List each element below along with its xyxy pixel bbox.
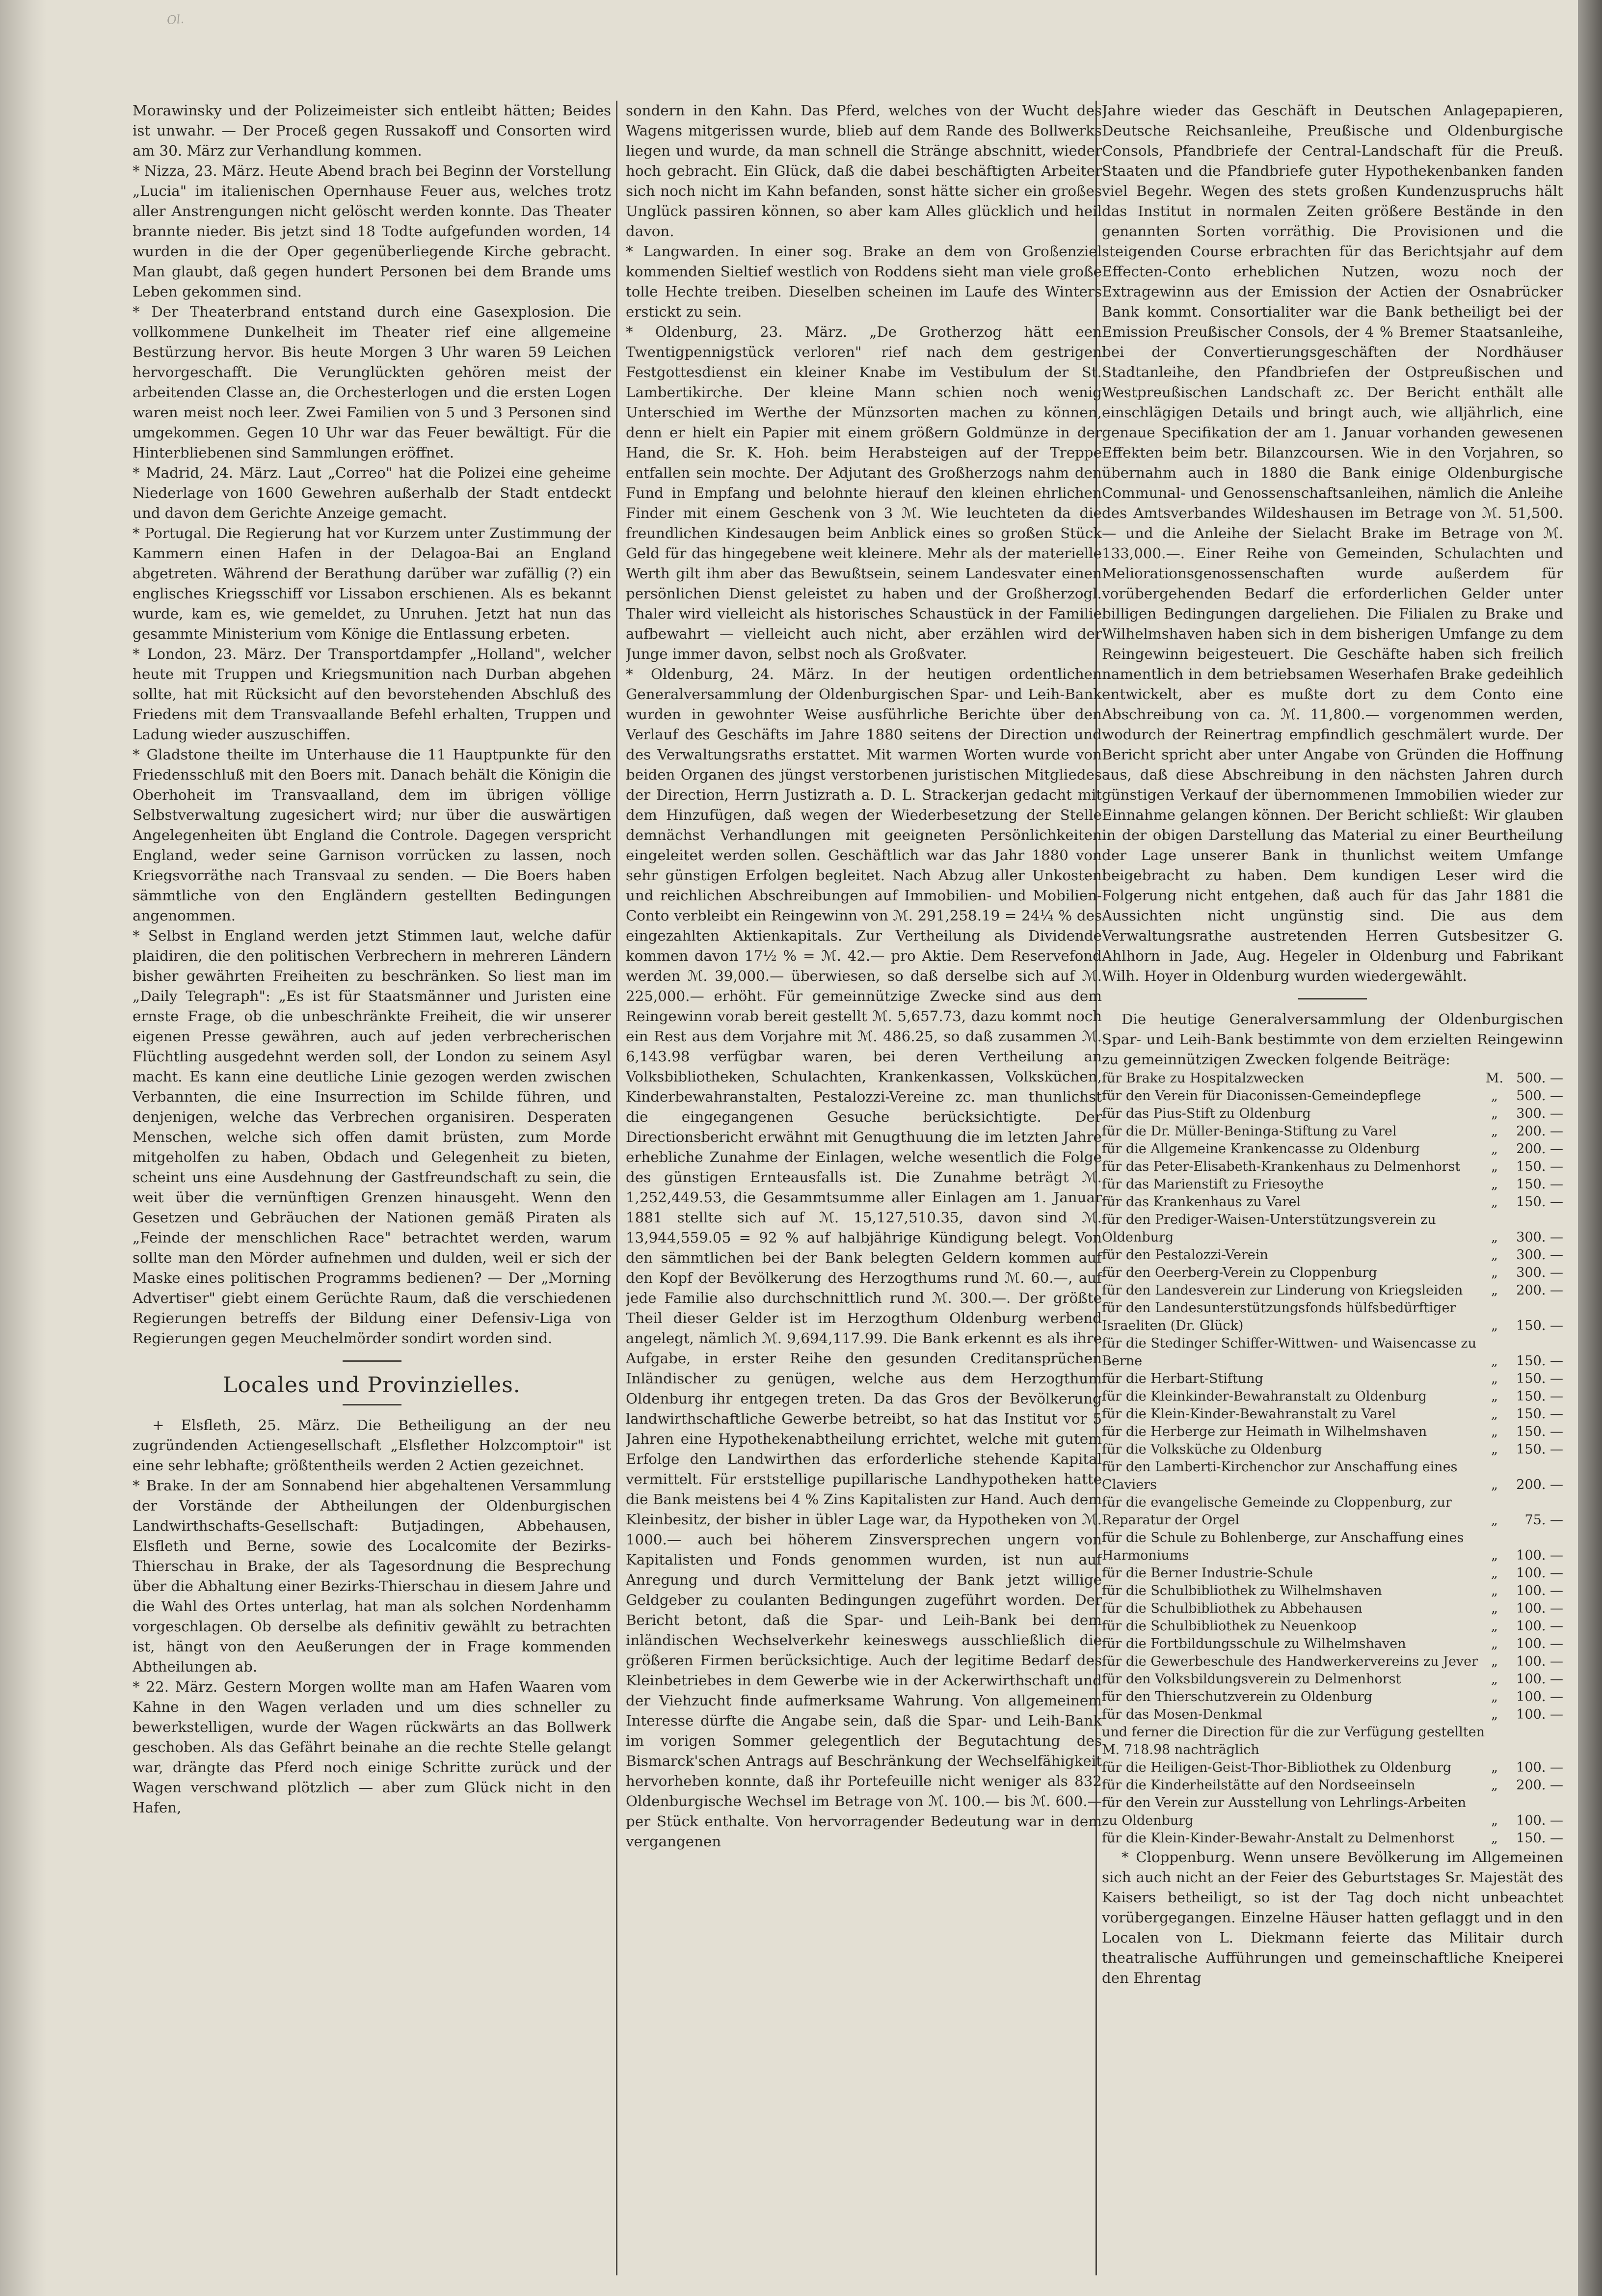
donations-table [1102, 1070, 1563, 1847]
donation-amount: 100. — [1516, 1707, 1563, 1722]
donation-row [1102, 1087, 1563, 1105]
donation-row [1102, 1618, 1563, 1635]
donation-row [1102, 1370, 1563, 1388]
article-paragraph: * Oldenburg, 24. März. In der heutigen ordentlichen Generalversammlung der Oldenburgischen Spar- und Leih-Bank wurden in gewohnter Weise ausführliche Berichte über den Verlauf des Geschäfts im Jahre 1880 seitens der Direction und des Verwaltungsraths erstattet. Mit warmen Worten wurde von beiden Organen des jüngst verstorbenen juristischen Mitgliedes der Direction, Herrn Justizrath a. D. L. Strackerjan gedacht mit dem Hinzufügen, daß wegen der Wiederbesetzung der Stelle demnächst Verhandlungen mit geeigneten Persönlichkeiten eingeleitet werden sollen. Geschäftlich war das Jahr 1880 von sehr günstigen Erfolgen begleitet. Nach Abzug aller Unkosten und reichlichen Abschreibungen auf Immobilien- und Mobilien-Conto verbleibt ein Reingewinn von ℳ. 291,258.19 = 24¼ % des eingezahlten Aktienkapitals. Zur Vertheilung als Dividende kommen davon 17½ % = ℳ. 42.— pro Aktie. Dem Reservefond werden ℳ. 39,000.— überwiesen, so daß derselbe sich auf ℳ. 225,000.— erhöht. Für gemeinnützige Zwecke sind aus dem Reingewinn vorab bereit gestellt ℳ. 5,657.73, dazu kommt noch ein Rest aus dem Vorjahre mit ℳ. 486.25, so daß zusammen ℳ. 6,143.98 verfügbar waren, bei deren Vertheilung an Volksbibliotheken, Schulachten, Krankenkassen, Volksküchen, Kinderbewahranstalten, Pestalozzi-Vereine zc. man thunlichst die eingegangenen Gesuche berücksichtigte. Der Directionsbericht erwähnt mit Genugthuung die im letzten Jahre erhebliche Zunahme der Einlagen, welche wesentlich die Folge des günstigen Ernteausfalls ist. Die Zunahme beträgt ℳ. 1,252,449.53, die Gesammtsumme aller Einlagen am 1. Januar 1881 stellte sich auf ℳ. 15,127,510.35, davon sind ℳ. 13,944,559.05 = 92 % auf halbjährige Kündigung belegt. Von den sämmtlichen bei der Bank belegten Geldern kommen auf den Kopf der Bevölkerung des Herzogthums rund ℳ. 60.—, auf jede Familie also durchschnittlich rund ℳ. 300.—. Der größte Theil dieser Gelder ist im Herzogthum Oldenburg werbend angelegt, nämlich ℳ. 9,694,117.99. Die Bank erkennt es als ihre Aufgabe, in erster Reihe den gesunden Creditansprüchen Inländischer zu genügen, welche aus dem Herzogthum Oldenburg ihr entgegen treten. Da das Gros der Bevölkerung landwirthschaftliche Gewerbe betreibt, so hat das Institut vor 5 Jahren eine Hypothekenabtheilung errichtet, welche mit gutem Erfolge den Landwirthen das erforderliche stehende Kapital vermittelt. Für erststellige pupillarische Landhypotheken hatte die Bank meistens bei 4 % Zins Kapitalisten zur Hand. Auch dem Kleinbesitz, der bisher in übler Lage war, da Hypotheken von ℳ. 1000.— auch bei höherem Zinsversprechen ungern von Kapitalisten und Fonds genommen wurden, ist nun auf Anregung und durch Vermittelung der Bank jetzt willige Geldgeber zu coulanten Bedingungen zugeführt worden. Der Bericht betont, daß die Spar- und Leih-Bank bei dem inländischen Wechselverkehr keineswegs ausschließlich die größeren Firmen berücksichtige. Auch der legitime Bedarf des Kleinbetriebes in dem Gewerbe wie in der Ackerwirthschaft und der Viehzucht finde aufmerksame Wahrung. Von allgemeinem Interesse dürfte die Angabe sein, daß die Spar- und Leih-Bank im vorigen Sommer gelegentlich der Begutachtung des Bismarck'schen Antrags auf Beschränkung der Wechselfähigkeit hervorheben konnte, daß ihr Portefeuille nicht weniger als 832 Oldenburgische Wechsel im Betrage von ℳ. 100.— bis ℳ. 600.— per Stück enthalte. Von hervorragender Bedeutung war in dem vergangenen [626, 666, 1102, 1850]
donation-currency: „ [1491, 1477, 1498, 1492]
donation-currency: „ [1491, 1601, 1498, 1616]
donation-recipient: für den Pestalozzi-Verein [1102, 1247, 1268, 1263]
donation-amount: 100. — [1516, 1636, 1563, 1651]
donation-row [1102, 1282, 1563, 1299]
donation-amount: 300. — [1516, 1265, 1563, 1280]
section-divider [343, 1404, 401, 1405]
article-paragraph: * Portugal. Die Regierung hat vor Kurzem unter Zustimmung der Kammern einen Hafen in der Delagoa-Bai an England abgetreten. Während der Berathung darüber war zufällig (?) ein englisches Kriegsschiff vor Lissabon erschienen. Als es bekannt wurde, kam es, wie gemeldet, zu Unruhen. Jetzt hat nun das gesammte Ministerium vom Könige die Entlassung erbeten. [133, 525, 611, 642]
donation-row [1102, 1635, 1563, 1653]
donation-recipient: für das Krankenhaus zu Varel [1102, 1194, 1301, 1210]
donation-amount: 100. — [1516, 1566, 1563, 1581]
donation-currency: „ [1491, 1265, 1498, 1280]
donation-amount: 200. — [1516, 1477, 1563, 1492]
article-paragraph: sondern in den Kahn. Das Pferd, welches von der Wucht des Wagens mitgerissen wurde, blieb auf dem Rande des Bollwerks liegen und wurde, da man schnell die Stränge abschnitt, wieder hoch gebracht. Ein Glück, daß die dabei beschäftigten Arbeiter sich noch nicht im Kahn befanden, sonst hätte sicher ein großes Unglück passiren können, so aber kam Alles glücklich und heil davon. [626, 102, 1102, 240]
donation-amount: 100. — [1516, 1760, 1563, 1775]
donation-amount: 500. — [1516, 1088, 1563, 1104]
donation-currency: „ [1491, 1672, 1498, 1687]
donation-amount: 200. — [1516, 1283, 1563, 1298]
donation-currency: „ [1491, 1283, 1498, 1298]
donation-amount: 100. — [1516, 1619, 1563, 1634]
donation-currency: „ [1491, 1230, 1498, 1245]
donation-recipient: für die Herbart-Stiftung [1102, 1371, 1263, 1386]
column-2 [626, 101, 1102, 2275]
donation-currency: „ [1491, 1442, 1498, 1457]
donation-amount: 100. — [1516, 1548, 1563, 1563]
donation-row [1102, 1777, 1563, 1794]
donation-amount: 150. — [1516, 1371, 1563, 1386]
donation-recipient: für die Stedinger Schiffer-Wittwen- und Waisencasse zu Berne [1102, 1336, 1477, 1369]
article-paragraph: * Gladstone theilte im Unterhause die 11 Hauptpunkte für den Friedensschluß mit den Boers mit. Danach behält die Königin die Oberhoheit im Transvaalland, dem im übrigen völlige Selbstverwaltung zugesichert wird; nur über die auswärtigen Angelegenheiten übt England die Controle. Dagegen verspricht England, weder seine Garnison vorrücken zu lassen, noch Kriegsvorräthe nach Transvaal zu senden. — Die Boers haben sämmtliche von den Engländern gestellten Bedingungen angenommen. [133, 746, 611, 924]
donation-recipient: für die Gewerbeschule des Handwerkervereins zu Jever [1102, 1654, 1478, 1669]
donation-amount: 150. — [1516, 1406, 1563, 1422]
article-paragraph: * Cloppenburg. Wenn unsere Bevölkerung im Allgemeinen sich auch nicht an der Feier des Geburtstages Sr. Majestät des Kaisers betheiligt, so ist der Tag doch nicht unbeachtet vorübergegangen. Einzelne Häuser hatten geflaggt und in den Localen von L. Diekmann feierte das Militair durch theatralische Aufführungen und gemeinschaftliche Kneiperei den Ehrentag [1102, 1849, 1563, 1986]
section-title: Locales und Provinzielles. [223, 1373, 521, 1398]
donation-currency: „ [1491, 1247, 1498, 1263]
donation-row [1102, 1600, 1563, 1618]
article-paragraph: * Brake. In der am Sonnabend hier abgehaltenen Versammlung der Vorstände der Abtheilungen der Oldenburgischen Landwirthschafts-Gesellschaft: Butjadingen, Abbehausen, Elsfleth und Berne, sowie des Localcomite der Bezirks-Thierschau in Brake, der als Tagesordnung die Besprechung über die Abhaltung einer Bezirks-Thierschau in diesem Jahre und die Wahl des Ortes unterlag, hat man als solchen Nordenhamm vorgeschlagen. Ob derselbe als definitiv gewählt zu betrachten ist, hängt von den Aeußerungen der in Frage kommenden Abtheilungen ab. [133, 1477, 611, 1675]
donation-amount: 150. — [1516, 1831, 1563, 1846]
donation-amount: 150. — [1516, 1194, 1563, 1210]
donation-recipient: für die Heiligen-Geist-Thor-Bibliothek zu Oldenburg [1102, 1760, 1452, 1775]
donation-recipient: für die Dr. Müller-Beninga-Stiftung zu Varel [1102, 1124, 1397, 1139]
donation-recipient: für die Fortbildungsschule zu Wilhelmshaven [1102, 1636, 1406, 1651]
donation-row [1102, 1176, 1563, 1193]
donation-currency: „ [1491, 1406, 1498, 1422]
donation-row [1102, 1794, 1563, 1830]
donation-recipient: für den Verein für Diaconissen-Gemeindepflege [1102, 1088, 1421, 1104]
article-paragraph: * Madrid, 24. März. Laut „Correo" hat die Polizei eine geheime Niederlage von 1600 Gewehren außerhalb der Stadt entdeckt und davon dem Gerichte Anzeige gemacht. [133, 464, 611, 521]
donation-row [1102, 1565, 1563, 1582]
donation-currency: M. [1485, 1071, 1504, 1086]
article-paragraph: * London, 23. März. Der Transportdampfer „Holland", welcher heute mit Truppen und Kriegsmunition nach Durban abgehen sollte, hat mit Rücksicht auf den bevorstehenden Abschluß des Friedens mit dem Transvaallande Befehl erhalten, Truppen und Ladung wieder auszuschiffen. [133, 646, 611, 743]
donation-amount: 200. — [1516, 1778, 1563, 1793]
donation-currency: „ [1491, 1760, 1498, 1775]
donation-amount: 100. — [1516, 1583, 1563, 1598]
donation-recipient: für die Klein-Kinder-Bewahr-Anstalt zu Delmenhorst [1102, 1831, 1454, 1846]
donation-currency: „ [1491, 1831, 1498, 1846]
donation-row [1102, 1299, 1563, 1335]
donation-recipient: für den Oeerberg-Verein zu Cloppenburg [1102, 1265, 1377, 1280]
donation-currency: „ [1491, 1566, 1498, 1581]
donation-amount: 150. — [1516, 1353, 1563, 1369]
donation-recipient: für die Kleinkinder-Bewahranstalt zu Oldenburg [1102, 1389, 1427, 1404]
donation-currency: „ [1491, 1088, 1498, 1104]
donation-currency: „ [1491, 1707, 1498, 1722]
donation-recipient: für die Herberge zur Heimath in Wilhelmshaven [1102, 1424, 1427, 1439]
donation-recipient: und ferner die Direction für die zur Verfügung gestellten M. 718.98 nachträglich [1102, 1725, 1485, 1757]
article-paragraph: + Elsfleth, 25. März. Die Betheiligung an der neu zugründenden Actiengesellschaft „Elsflether Holzcomptoir" ist eine sehr lebhafte; größtentheils werden 2 Actien gezeichnet. [133, 1417, 611, 1474]
donation-currency: „ [1491, 1318, 1498, 1333]
donation-recipient: für das Peter-Elisabeth-Krankenhaus zu Delmenhorst [1102, 1159, 1461, 1174]
library-stamp: Ol. [166, 12, 185, 27]
donation-row [1102, 1582, 1563, 1600]
donation-currency: „ [1491, 1194, 1498, 1210]
column-rule [616, 101, 617, 2275]
donation-recipient: für den Landesverein zur Linderung von Kriegsleiden [1102, 1283, 1463, 1298]
page-edge [1578, 0, 1602, 2296]
donation-row [1102, 1211, 1563, 1246]
donation-recipient: für die Schulbibliothek zu Abbehausen [1102, 1601, 1362, 1616]
donation-row [1102, 1105, 1563, 1123]
donation-amount: 100. — [1516, 1601, 1563, 1616]
donation-recipient: für die evangelische Gemeinde zu Cloppenburg, zur Reparatur der Orgel [1102, 1495, 1452, 1528]
article-paragraph: * Selbst in England werden jetzt Stimmen laut, welche dafür plaidiren, die den politischen Verbrechern in mehreren Ländern bisher gewährten Freiheiten zu beschränken. So liest man im „Daily Telegraph": „Es ist für Staatsmänner und Juristen eine ernste Frage, ob die unbeschränkte Freiheit, die wir unserer eigenen Presse gewähren, auch auf jeden verbrecherischen Flüchtling ausgedehnt werden soll, der London zu seinem Asyl macht. Es kann eine deutliche Linie gezogen werden zwischen Verbannten, die eine Insurrection im Schilde führen, und denjenigen, welche das Verbrechen organisiren. Desperaten Menschen, welche sich offen damit brüsten, zum Morde mitgeholfen zu haben, Obdach und Gelegenheit zu bieten, scheint uns eine Ausdehnung der Gastfreundschaft zu sein, die weit über die vernünftigen Grenzen hinausgeht. Wenn den Gesetzen und Gebräuchen der Nationen gemäß Piraten als „Feinde der menschlichen Race" betrachtet werden, warum sollte man den Mörder aufnehmen und dulden, weil er sich der Maske eines politischen Programms bedienen? — Der „Morning Advertiser" giebt einem Gerüchte Raum, daß die verschiedenen Regierungen betreffs der Bildung einer Defensiv-Liga von Regierungen gegen Meuchelmörder sondirt worden sind. [133, 927, 611, 1347]
donation-recipient: für den Volksbildungsverein zu Delmenhorst [1102, 1672, 1401, 1687]
donation-amount: 150. — [1516, 1442, 1563, 1457]
donation-row [1102, 1529, 1563, 1565]
donation-amount: 75. — [1524, 1513, 1563, 1528]
article-paragraph: Morawinsky und der Polizeimeister sich entleibt hätten; Beides ist unwahr. — Der Proceß gegen Russakoff und Consorten wird am 30. März zur Verhandlung kommen. [133, 102, 611, 159]
donation-amount: 300. — [1516, 1106, 1563, 1121]
donation-currency: „ [1491, 1389, 1498, 1404]
donation-recipient: für die Berner Industrie-Schule [1102, 1566, 1313, 1581]
donation-currency: „ [1491, 1778, 1498, 1793]
donation-currency: „ [1491, 1124, 1498, 1139]
donation-row [1102, 1688, 1563, 1706]
article-paragraph: Jahre wieder das Geschäft in Deutschen Anlagepapieren, Deutsche Reichsanleihe, Preußische und Oldenburgische Consols, Pfandbriefe der Central-Landschaft für die Preuß. Staaten und die Pfandbriefe guter Hypothekenbanken fanden viel Begehr. Wegen des stets großen Kundenzuspruchs hält das Institut in normalen Zeiten größere Bestände in den genannten Sorten vorräthig. Die Provisionen und die steigenden Course erbrachten für das Berichtsjahr auf dem Effecten-Conto erheblichen Nutzen, wozu noch der Extragewinn aus der Emission der Actien der Osnabrücker Bank kommt. Consortialiter war die Bank betheiligt bei der Emission Preußischer Consols, der 4 % Bremer Staatsanleihe, bei der Convertierungsgeschäften der Nordhäuser Stadtanleihe, den Pfandbriefen der Ostpreußischen und Westpreußischen Landschaft zc. Der Bericht enthält alle einschlägigen Details und bringt auch, wie alljährlich, eine genaue Specifikation der am 1. Januar vorhanden gewesenen Effekten beim betr. Bilanzcoursen. Wie in den Vorjahren, so übernahm auch in 1880 die Bank einige Oldenburgische Communal- und Genossenschaftsanleihen, nämlich die Anleihe des Amtsverbandes Wildeshausen im Betrage von ℳ. 51,500.— und die Anleihe der Sielacht Brake im Betrage von ℳ. 133,000.—. Einer Reihe von Gemeinden, Schulachten und Meliorationsgenossenschaften wurde außerdem für vorübergehenden Bedarf die erforderlichen Gelder unter billigen Bedingungen dargeliehen. Die Filialen zu Brake und Wilhelmshaven haben sich in dem bisherigen Umfange zu dem Reingewinn beigesteuert. Die Geschäfte haben sich freilich namentlich in dem betriebsamen Weserhafen Brake gedeihlich entwickelt, aber es mußte dort zu dem Conto eine Abschreibung von ca. ℳ. 11,800.— vorgenommen werden, wodurch der Reinertrag empfindlich geschmälert wurde. Der Bericht spricht aber unter Angabe von Gründen die Hoffnung aus, daß diese Abschreibung in den nächsten Jahren durch günstigen Verkauf der übernommenen Immobilien wieder zur Einnahme gelangen können. Der Bericht schließt: Wir glauben in der obigen Darstellung das Material zu einer Beurtheilung der Lage unserer Bank in thunlichst weitem Umfange beigebracht zu haben. Dem kundigen Leser wird die Folgerung nicht entgehen, daß auch für das Jahr 1881 die Aussichten nicht ungünstig sind. Die aus dem Verwaltungsrathe austretenden Herren Gutsbesitzer G. Ahlhorn in Jade, Aug. Hegeler in Oldenburg und Fabrikant Wilh. Hoyer in Oldenburg wurden wiedergewählt. [1102, 102, 1563, 984]
donation-amount: 100. — [1516, 1689, 1563, 1704]
section-divider [1298, 998, 1367, 999]
donation-amount: 100. — [1516, 1813, 1563, 1828]
donation-row [1102, 1123, 1563, 1140]
page-gutter [0, 0, 47, 2296]
donation-row [1102, 1759, 1563, 1777]
donation-recipient: für den Thierschutzverein zu Oldenburg [1102, 1689, 1373, 1704]
donation-currency: „ [1491, 1353, 1498, 1369]
donation-row [1102, 1264, 1563, 1282]
donation-currency: „ [1491, 1619, 1498, 1634]
donation-row [1102, 1246, 1563, 1264]
donation-currency: „ [1491, 1141, 1498, 1157]
donation-row [1102, 1830, 1563, 1847]
donation-currency: „ [1491, 1371, 1498, 1386]
donation-currency: „ [1491, 1159, 1498, 1174]
donation-currency: „ [1491, 1636, 1498, 1651]
article-paragraph: * Langwarden. In einer sog. Brake an dem von Großenziel kommenden Sieltief westlich von Roddens sieht man viele große tolle Hechte treiben. Dieselben scheinen im Laufe des Winters erstickt zu sein. [626, 243, 1102, 320]
donation-amount: 150. — [1516, 1177, 1563, 1192]
donation-currency: „ [1491, 1106, 1498, 1121]
donation-amount: 100. — [1516, 1654, 1563, 1669]
donation-row [1102, 1388, 1563, 1405]
article-paragraph: * Oldenburg, 23. März. „De Grotherzog hätt een Twentigpennigstück verloren" rief nach dem gestrigen Festgottesdienst ein kleiner Knabe im Vestibulum der St. Lambertikirche. Der kleine Mann schien noch wenig Unterschied im Werthe der Münzsorten machen zu können, denn er hielt ein Papier mit einem größern Goldmünze in der Hand, die Sr. K. Hoh. beim Herabsteigen auf der Treppe entfallen sein mochte. Der Adjutant des Großherzogs nahm den Fund in Empfang und belohnte hierauf den kleinen ehrlichen Finder mit einem Geschenk von 3 ℳ. Wie leuchteten da die freundlichen Kindesaugen beim Anblick eines so großen Stück Geld für das hingegebene weit kleinere. Mehr als der materielle Werth gilt ihm aber das Bewußtsein, seinem Landesvater einen persönlichen Dienst geleistet zu haben und der Großherzogl. Thaler wird vielleicht als historisches Schaustück in der Familie aufbewahrt — vielleicht auch nicht, aber erzählen wird der Junge immer davon, selbst noch als Großvater. [626, 324, 1102, 662]
donation-amount: 100. — [1516, 1672, 1563, 1687]
donation-amount: 150. — [1516, 1159, 1563, 1174]
donation-recipient: für die Schulbibliothek zu Wilhelmshaven [1102, 1583, 1382, 1598]
donation-recipient: für das Mosen-Denkmal [1102, 1707, 1262, 1722]
donation-recipient: für das Marienstift zu Friesoythe [1102, 1177, 1324, 1192]
donation-row [1102, 1335, 1563, 1370]
article-paragraph: * Der Theaterbrand entstand durch eine Gasexplosion. Die vollkommene Dunkelheit im Theater rief eine allgemeine Bestürzung hervor. Bis heute Morgen 3 Uhr waren 59 Leichen hervorgeschafft. Die Verunglückten gehören meist der arbeitenden Classe an, die Orchesterlogen und die ersten Logen waren meist noch leer. Zwei Familien von 5 und 3 Personen sind umgekommen. Gegen 10 Uhr war das Feuer bewältigt. Für die Hinterbliebenen sind Sammlungen eröffnet. [133, 303, 611, 461]
donation-row [1102, 1706, 1563, 1724]
donation-recipient: für den Lamberti-Kirchenchor zur Anschaffung eines Claviers [1102, 1459, 1458, 1492]
donation-recipient: für den Prediger-Waisen-Unterstützungsverein zu Oldenburg [1102, 1212, 1436, 1245]
donation-currency: „ [1491, 1689, 1498, 1704]
donation-currency: „ [1491, 1813, 1498, 1828]
donation-amount: 300. — [1516, 1230, 1563, 1245]
donation-amount [1504, 1724, 1563, 1759]
donation-recipient: für die Allgemeine Krankencasse zu Oldenburg [1102, 1141, 1420, 1157]
donation-row [1102, 1724, 1563, 1759]
donation-amount: 150. — [1516, 1318, 1563, 1333]
donation-row [1102, 1653, 1563, 1671]
donation-recipient: für die Klein-Kinder-Bewahranstalt zu Varel [1102, 1406, 1396, 1422]
donation-amount: 200. — [1516, 1141, 1563, 1157]
donation-row [1102, 1070, 1563, 1087]
donation-amount: 300. — [1516, 1247, 1563, 1263]
donation-row [1102, 1158, 1563, 1176]
donation-row [1102, 1494, 1563, 1529]
donation-row [1102, 1193, 1563, 1211]
column-3 [1102, 101, 1563, 2275]
donation-amount: 150. — [1516, 1389, 1563, 1404]
section-divider [343, 1360, 401, 1362]
article-paragraph: * Nizza, 23. März. Heute Abend brach bei Beginn der Vorstellung „Lucia" im italienischen Opernhause Feuer aus, welches trotz aller Anstrengungen nicht gelöscht werden konnte. Das Theater brannte nieder. Bis jetzt sind 18 Todte aufgefunden worden, 14 wurden in die der Oper gegenüberliegende Kirche gebracht. Man glaubt, daß gegen hundert Personen bei dem Brande ums Leben gekommen sind. [133, 162, 611, 300]
donation-recipient: für die Kinderheilstätte auf den Nordseeinseln [1102, 1778, 1415, 1793]
donation-recipient: für die Schulbibliothek zu Neuenkoop [1102, 1619, 1357, 1634]
donation-recipient: für das Pius-Stift zu Oldenburg [1102, 1106, 1311, 1121]
donation-row [1102, 1423, 1563, 1441]
donation-currency: „ [1491, 1424, 1498, 1439]
donation-amount: 200. — [1516, 1124, 1563, 1139]
donations-intro: Die heutige Generalversammlung der Oldenburgischen Spar- und Leih-Bank bestimmte von dem erzielten Reingewinn zu gemeinnützigen Zwecken folgende Beiträge: [1102, 1011, 1563, 1068]
donation-recipient: für den Landesunterstützungsfonds hülfsbedürftiger Israeliten (Dr. Glück) [1102, 1300, 1456, 1333]
donation-recipient: für die Schule zu Bohlenberge, zur Anschaffung eines Harmoniums [1102, 1530, 1464, 1563]
donation-currency: „ [1491, 1654, 1498, 1669]
article-paragraph: * 22. März. Gestern Morgen wollte man am Hafen Waaren vom Kahne in den Wagen verladen und um dies schneller zu bewerkstelligen, wurde der Wagen rückwärts an das Bollwerk geschoben. Als das Gefährt beinahe an die rechte Stelle gelangt war, drängte das Pferd noch einige Schritte zurück und der Wagen verschwand plötzlich — aber zum Glück nicht in den Hafen, [133, 1678, 611, 1816]
donation-recipient: für den Verein zur Ausstellung von Lehrlings-Arbeiten zu Oldenburg [1102, 1795, 1467, 1828]
column-1 [133, 101, 611, 2275]
donation-amount: 150. — [1516, 1424, 1563, 1439]
donation-row [1102, 1671, 1563, 1688]
donation-row [1102, 1140, 1563, 1158]
donation-currency: „ [1491, 1583, 1498, 1598]
donation-row [1102, 1441, 1563, 1459]
donation-currency [1485, 1724, 1504, 1759]
donation-row [1102, 1405, 1563, 1423]
donation-amount: 500. — [1516, 1071, 1563, 1086]
donation-currency: „ [1491, 1548, 1498, 1563]
donation-recipient: für Brake zu Hospitalzwecken [1102, 1071, 1305, 1086]
donation-row [1102, 1459, 1563, 1494]
donation-recipient: für die Volksküche zu Oldenburg [1102, 1442, 1322, 1457]
donation-currency: „ [1491, 1177, 1498, 1192]
donation-currency: „ [1491, 1513, 1498, 1528]
